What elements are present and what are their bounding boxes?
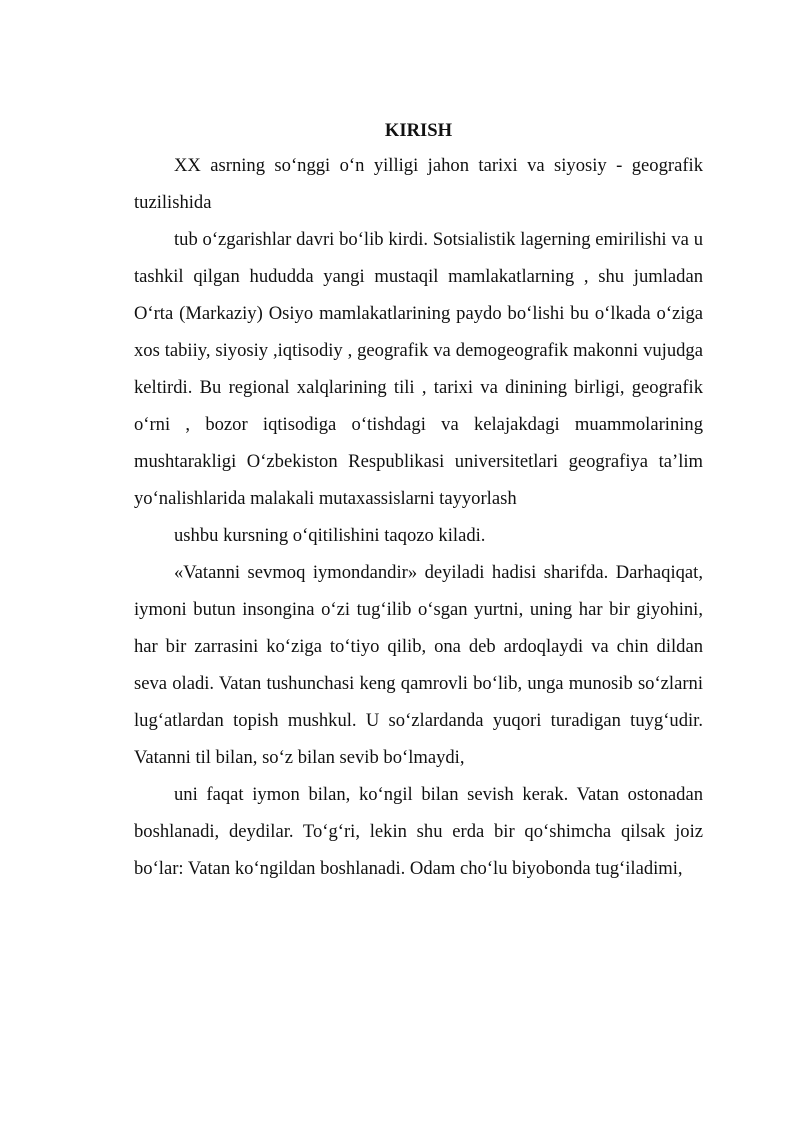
paragraph-5: uni faqat iymon bilan, ko‘ngil bilan sevish kerak. Vatan ostonadan boshlanadi, deydilar. To‘g‘ri, lekin shu erda bir qo‘shimcha qilsak joiz bo‘lar: Vatan ko‘ngildan boshlanadi. Odam cho‘lu biyobonda tug‘iladimi,	[134, 784, 703, 879]
paragraph-1: XX asrning so‘nggi o‘n yilligi jahon tarixi va siyosiy - geografik tuzilishida	[134, 155, 703, 213]
paragraph-2: tub o‘zgarishlar davri bo‘lib kirdi. Sotsialistik lagerning emirilishi va u tashkil qilgan hududda yangi mustaqil mamlakatlarning , shu jumladan O‘rta (Markaziy) Osiyo mamlakatlarining paydo bo‘lishi bu o‘lkada o‘ziga xos tabiiy, siyosiy ,iqtisodiy , geografik va demogeografik makonni vujudga keltirdi. Bu regional xalqlarining tili , tarixi va dinining birligi, geografik o‘rni , bozor iqtisodiga o‘tishdagi va kelajakdagi muammolarining mushtarakligi O‘zbekiston Respublikasi universitetlari geografiya ta’lim yo‘nalishlarida malakali mutaxassislarni tayyorlash	[134, 229, 703, 509]
paragraph-3: ushbu kursning o‘qitilishini taqozo kiladi.	[174, 525, 486, 546]
document-page	[134, 112, 703, 887]
document-title: KIRISH	[384, 120, 453, 141]
paragraph-4: «Vatanni sevmoq iymondandir» deyiladi hadisi sharifda. Darhaqiqat, iymoni butun insongina o‘zi tug‘ilib o‘sgan yurtni, uning har bir giyohini, har bir zarrasini ko‘ziga to‘tiyo qilib, ona deb ardoqlaydi va chin dildan seva oladi. Vatan tushunchasi keng qamrovli bo‘lib, unga munosib so‘zlarni lug‘atlardan topish mushkul. U so‘zlardanda yuqori turadigan tuyg‘udir. Vatanni til bilan, so‘z bilan sevib bo‘lmaydi,	[134, 562, 703, 768]
